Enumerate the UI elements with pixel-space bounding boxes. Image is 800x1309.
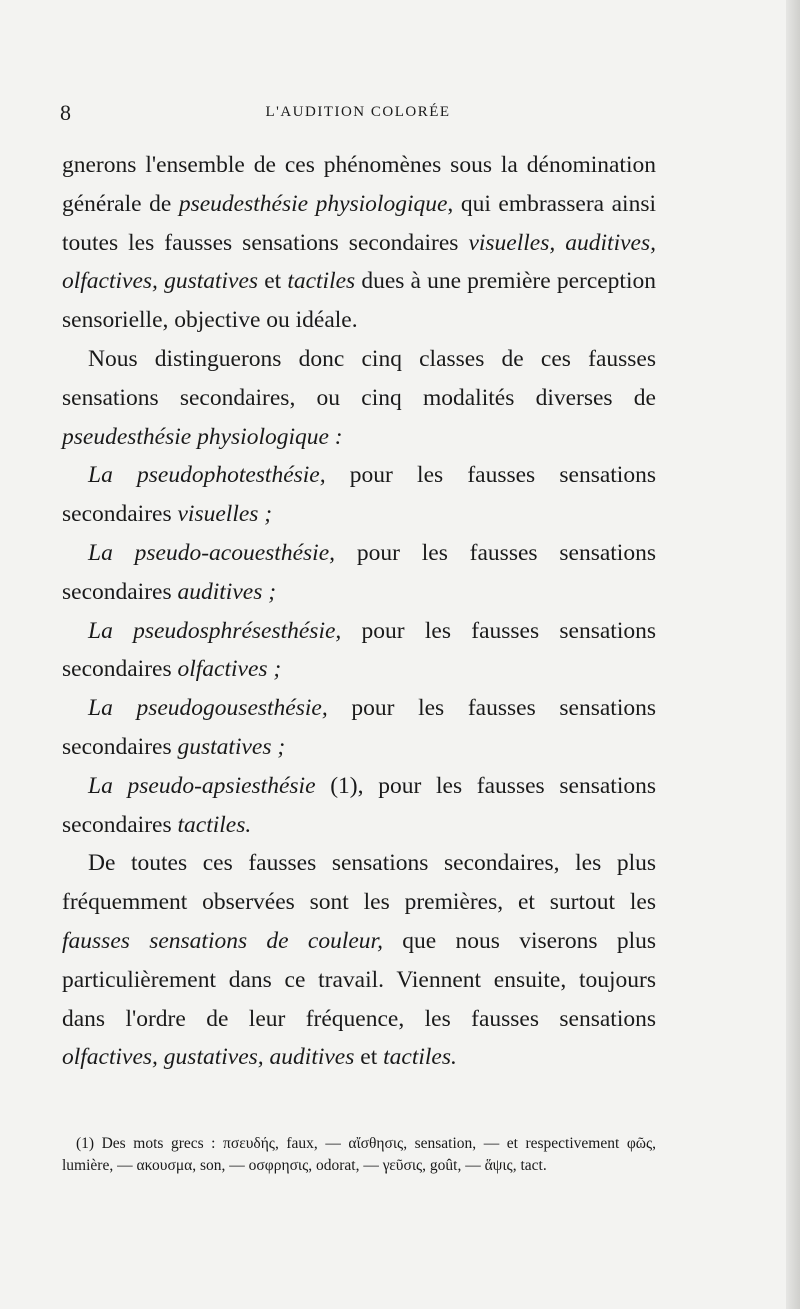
body-text <box>62 146 656 1077</box>
class-item <box>62 612 656 690</box>
italic-term: pseudesthésie physiologique : <box>62 423 343 450</box>
text-run: et <box>258 268 288 295</box>
text-run: que nous viserons plus particulièrement dans ce travail. Viennent ensuite, toujours dans l'ordre de leur fréquence, les fausses sensations <box>62 927 656 1032</box>
text-run: pour les fausses sensations secondaires <box>62 695 656 760</box>
running-title: L'AUDITION COLORÉE <box>265 104 451 120</box>
text-run: De toutes ces fausses sensations secondaires, les plus fréquemment observées sont les premières, et surtout les <box>62 850 656 916</box>
text-run: , qui embrassera ainsi toutes les fausses sensations secondaires <box>62 190 656 256</box>
class-name: La pseudophotesthésie, <box>88 462 326 489</box>
paragraph <box>62 844 656 1077</box>
class-name: La pseudo-apsiesthésie <box>88 772 316 799</box>
italic-term: olfactives ; <box>177 656 282 683</box>
class-item <box>62 767 656 845</box>
class-item <box>62 534 656 612</box>
class-name: La pseudosphrésesthésie, <box>88 617 342 644</box>
italic-term: auditives ; <box>177 578 277 605</box>
text-run: dues à une première perception sensorielle, objective ou idéale. <box>62 268 656 334</box>
paragraph <box>62 146 656 340</box>
class-name: La pseudogousesthésie, <box>88 695 328 722</box>
text-run: pour les fausses sensations secondaires <box>62 539 656 605</box>
text-run: Nous distinguerons donc cinq classes de ces fausses sensations secondaires, ou cinq modalités diverses de <box>62 345 656 411</box>
italic-term: tactiles. <box>177 811 252 838</box>
italic-term: visuelles ; <box>177 501 273 528</box>
page-number: 8 <box>60 100 71 125</box>
page-header <box>60 100 656 130</box>
text-run: pour les fausses sensations secondaires <box>62 462 656 528</box>
italic-term: visuelles, auditives, olfactives, gustatives <box>62 229 656 295</box>
paragraph <box>62 340 656 456</box>
class-item <box>62 456 656 534</box>
text-run: (1), pour les fausses sensations secondaires <box>62 772 656 838</box>
class-name: La pseudo-acouesthésie, <box>88 539 335 566</box>
text-run: et <box>354 1044 384 1071</box>
text-run: pour les fausses sensations secondaires <box>62 617 656 683</box>
page-edge <box>786 0 800 1309</box>
italic-term: tactiles. <box>383 1044 457 1071</box>
italic-term: gustatives ; <box>177 733 286 760</box>
italic-term: pseudesthésie physiologique <box>178 190 448 217</box>
text-run: gnerons l'ensemble de ces phénomènes sous la dénomination générale de <box>62 152 656 217</box>
italic-term: fausses sensations de couleur, <box>62 927 383 954</box>
italic-term: tactiles <box>287 268 356 295</box>
class-item <box>62 689 656 767</box>
footnote: (1) Des mots grecs : πσευδής, faux, — αἴσθησις, sensation, — et respectivement φῶς, lumière, — ακουσμα, son, — οσφρησις, odorat, — γεῦσις, goût, — ἅψις, tact. <box>62 1135 656 1174</box>
italic-term: olfactives, gustatives, auditives <box>62 1044 355 1071</box>
